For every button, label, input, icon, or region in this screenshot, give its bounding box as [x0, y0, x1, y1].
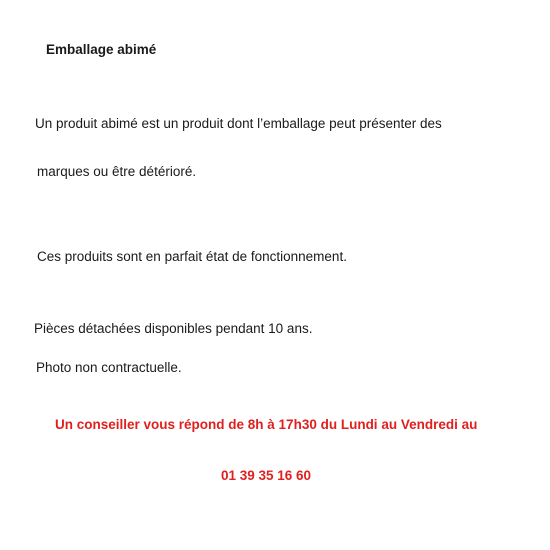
- definition-text-line-2: marques ou être détérioré.: [37, 164, 197, 179]
- contact-hours-text: Un conseiller vous répond de 8h à 17h30 du Lundi au Vendredi au: [55, 417, 478, 432]
- definition-text-line-1: Un produit abimé est un produit dont l’emballage peut présenter des: [35, 116, 442, 131]
- spare-parts-text: Pièces détachées disponibles pendant 10 ans.: [34, 321, 313, 336]
- page-title: Emballage abimé: [46, 42, 157, 57]
- functioning-text: Ces produits sont en parfait état de fonctionnement.: [37, 249, 347, 264]
- contact-phone-number: 01 39 35 16 60: [220, 468, 312, 483]
- photo-disclaimer-text: Photo non contractuelle.: [36, 360, 182, 375]
